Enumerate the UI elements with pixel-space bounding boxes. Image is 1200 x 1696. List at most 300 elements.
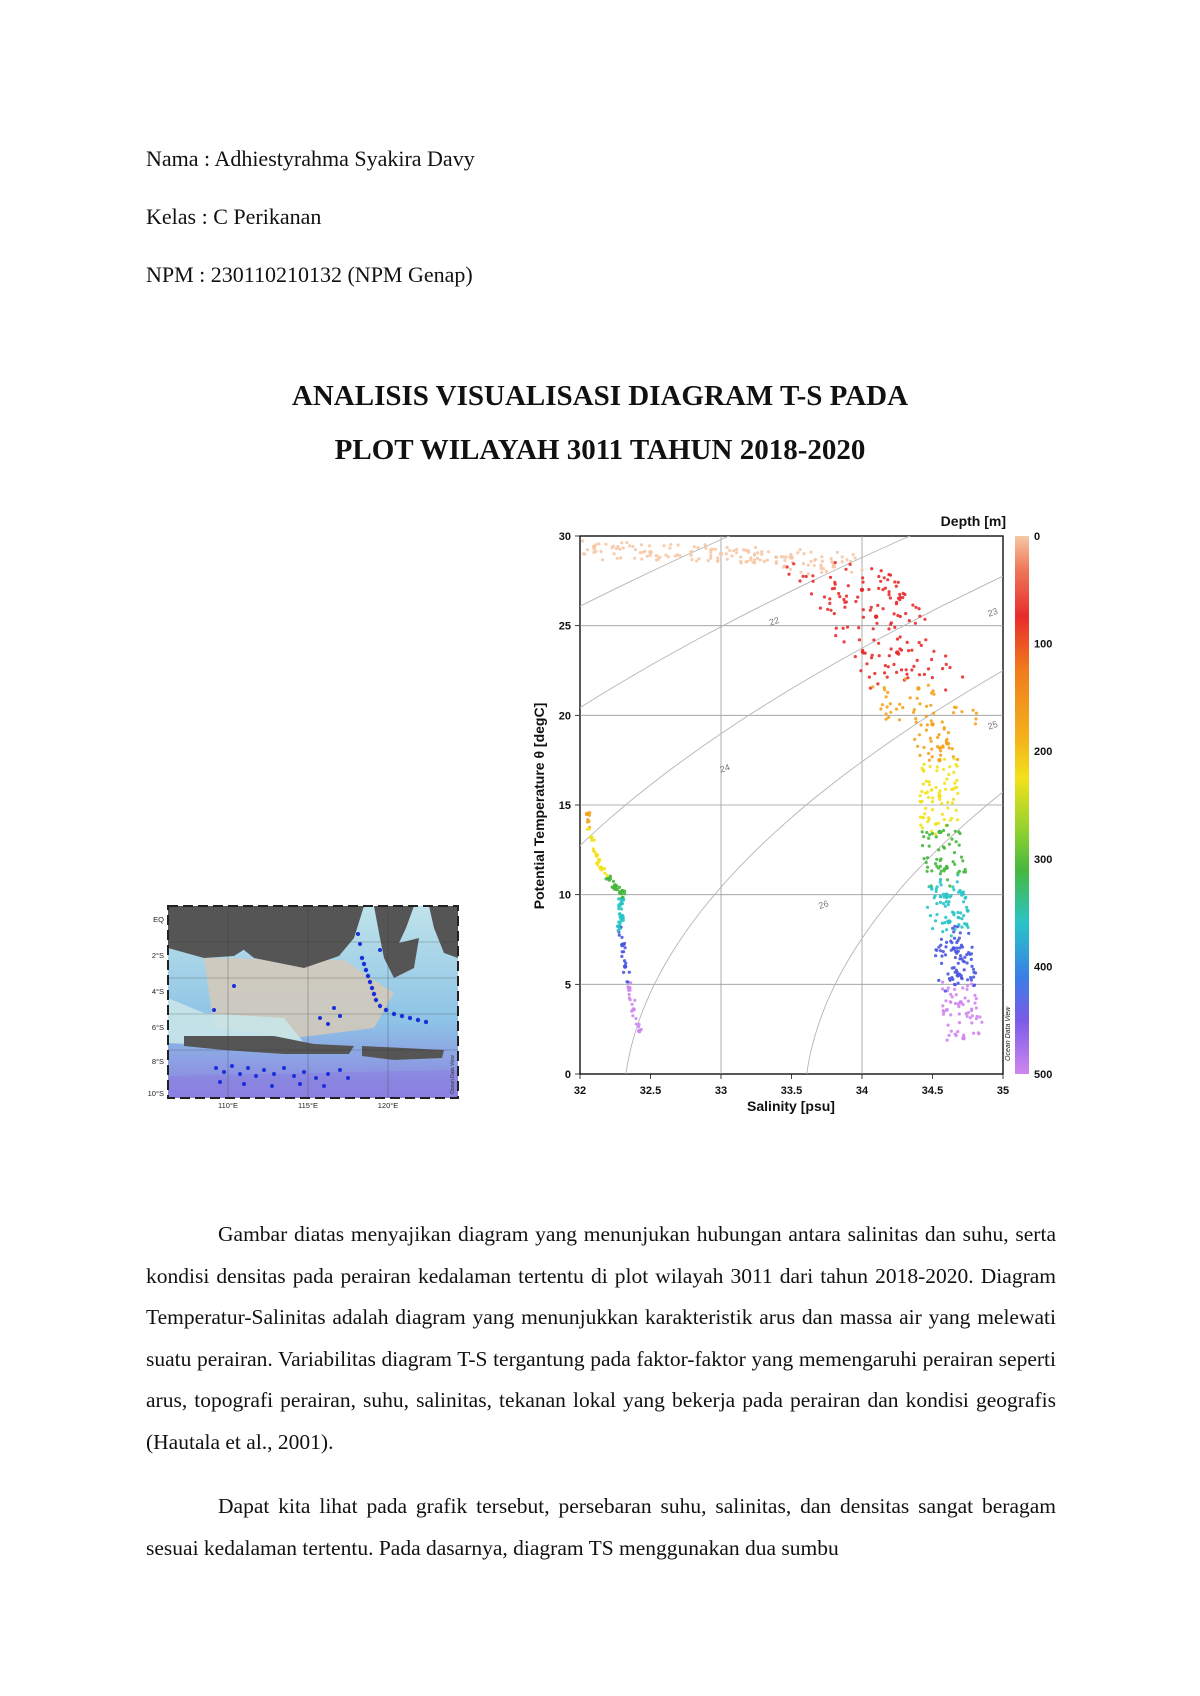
data-point — [656, 554, 659, 557]
data-point — [880, 569, 883, 572]
data-point — [922, 768, 925, 771]
data-point — [938, 798, 941, 801]
data-point — [861, 576, 864, 579]
data-point — [745, 549, 748, 552]
data-point — [944, 953, 947, 956]
data-point — [842, 598, 845, 601]
data-point — [877, 575, 880, 578]
data-point — [668, 547, 671, 550]
data-point — [728, 549, 731, 552]
data-point — [944, 999, 947, 1002]
data-point — [960, 710, 963, 713]
data-point — [809, 551, 812, 554]
data-point — [970, 982, 973, 985]
data-point — [964, 897, 967, 900]
data-point — [767, 550, 770, 553]
data-point — [633, 557, 636, 560]
data-point — [959, 931, 962, 934]
data-point — [923, 673, 926, 676]
data-point — [897, 653, 900, 656]
data-point — [739, 560, 742, 563]
data-point — [957, 916, 960, 919]
data-point — [942, 1009, 945, 1012]
student-npm: NPM : 230110210132 (NPM Genap) — [146, 262, 473, 287]
data-point — [918, 754, 921, 757]
data-point — [945, 663, 948, 666]
data-point — [941, 987, 944, 990]
data-point — [946, 824, 949, 827]
data-point — [930, 740, 933, 743]
data-point — [811, 574, 814, 577]
data-point — [909, 696, 912, 699]
x-tick-label: 35 — [996, 1085, 1010, 1097]
data-point — [906, 641, 909, 644]
data-point — [624, 946, 627, 949]
y-tick-label: 10 — [558, 889, 571, 902]
data-point — [826, 608, 829, 611]
data-point — [844, 568, 847, 571]
colorbar-tick-label: 400 — [1034, 961, 1053, 974]
data-point — [655, 558, 658, 561]
data-point — [873, 672, 876, 675]
data-point — [945, 941, 948, 944]
data-point — [631, 1014, 634, 1017]
data-point — [947, 903, 950, 906]
data-point — [937, 946, 940, 949]
data-point — [619, 556, 622, 559]
data-point — [895, 585, 898, 588]
y-tick-label: 15 — [558, 800, 571, 812]
map-lat-label: 8°S — [151, 1057, 164, 1066]
data-point — [846, 558, 849, 561]
data-point — [925, 705, 928, 708]
data-point — [872, 638, 875, 641]
data-point — [930, 691, 933, 694]
data-point — [810, 560, 813, 563]
data-point — [890, 647, 893, 650]
data-point — [622, 546, 625, 549]
data-point — [931, 927, 934, 930]
data-point — [696, 546, 699, 549]
data-point — [664, 554, 667, 557]
data-point — [941, 981, 944, 984]
data-point — [946, 1039, 949, 1042]
data-point — [928, 783, 931, 786]
colorbar-tick-label: 100 — [1034, 638, 1053, 651]
data-point — [971, 946, 974, 949]
data-point — [900, 668, 903, 671]
data-point — [622, 950, 625, 953]
data-point — [928, 845, 931, 848]
data-point — [913, 738, 916, 741]
x-tick-label: 33 — [714, 1085, 728, 1097]
data-point — [930, 722, 934, 726]
data-point — [960, 974, 963, 977]
data-point — [958, 946, 961, 949]
data-point — [926, 870, 929, 873]
data-point — [956, 911, 959, 914]
data-point — [943, 868, 946, 871]
data-point — [623, 892, 626, 895]
data-point — [950, 838, 953, 841]
map-lat-label: EQ — [153, 915, 164, 924]
data-point — [796, 551, 799, 554]
data-point — [879, 707, 882, 710]
data-point — [956, 880, 959, 883]
data-point — [893, 612, 896, 615]
data-point — [958, 844, 961, 847]
data-point — [951, 788, 954, 791]
data-point — [943, 921, 946, 924]
data-point — [911, 604, 914, 607]
data-point — [935, 835, 938, 838]
data-point — [876, 682, 879, 685]
data-point — [628, 544, 631, 547]
data-point — [951, 911, 954, 914]
data-point — [726, 558, 729, 561]
data-point — [756, 551, 759, 554]
data-point — [926, 723, 929, 726]
data-point — [962, 900, 965, 903]
data-point — [974, 717, 977, 720]
data-point — [967, 1000, 970, 1003]
data-point — [914, 606, 917, 609]
data-point — [845, 595, 848, 598]
data-point — [910, 668, 913, 671]
data-point — [630, 1010, 633, 1013]
data-point — [945, 1009, 948, 1012]
contour-label: 23 — [986, 605, 1000, 619]
data-point — [612, 880, 615, 883]
map-lon-label: 115°E — [298, 1101, 318, 1110]
data-point — [970, 1008, 973, 1011]
data-point — [627, 989, 630, 992]
data-point — [759, 558, 762, 561]
contour-label: 25 — [986, 718, 1000, 732]
data-point — [972, 968, 975, 971]
data-point — [931, 800, 934, 803]
data-point — [937, 867, 940, 870]
data-point — [582, 552, 585, 555]
station-location-map — [144, 898, 464, 1110]
data-point — [945, 865, 948, 868]
data-point — [726, 546, 729, 549]
data-point — [929, 704, 932, 707]
data-point — [941, 813, 944, 816]
data-point — [836, 551, 839, 554]
data-point — [867, 588, 870, 591]
data-point — [593, 839, 596, 842]
data-point — [859, 669, 862, 672]
data-point — [821, 560, 824, 563]
data-point — [961, 675, 964, 678]
y-tick-label: 30 — [558, 531, 571, 543]
data-point — [783, 559, 786, 562]
data-point — [930, 869, 933, 872]
data-point — [950, 949, 953, 952]
y-tick-label: 5 — [564, 979, 571, 992]
data-point — [966, 909, 969, 912]
data-point — [677, 543, 680, 546]
data-point — [628, 971, 631, 974]
data-point — [955, 1034, 958, 1037]
data-point — [879, 580, 882, 583]
data-point — [934, 862, 937, 865]
body-paragraph-1: Gambar diatas menyajikan diagram yang menunjukan hubungan antara salinitas dan suhu, serta kondisi densitas pada perairan kedalaman tertentu di plot wilayah 3011 dari tahun 2018-2020. Diagram Temperatur-Salinitas adalah diagram yang menunjukkan karakteristik arus dan massa air yang melewati suatu perairan. Variabilitas diagram T-S tergantung pada faktor-faktor yang memengaruhi perairan seperti arus, topografi perairan, suhu, salinitas, tekanan lokal yang bekerja pada perairan dan kondisi geografis (Hautala et al., 2001). — [146, 1222, 1056, 1454]
data-point — [956, 871, 959, 874]
data-point — [935, 902, 938, 905]
data-point — [828, 597, 831, 600]
data-point — [820, 571, 823, 574]
data-point — [617, 929, 620, 932]
data-point — [862, 616, 865, 619]
data-point — [972, 709, 975, 712]
data-point — [870, 606, 873, 609]
data-point — [923, 812, 926, 815]
data-point — [877, 587, 880, 590]
data-point — [887, 593, 890, 596]
data-point — [966, 978, 969, 981]
data-point — [922, 783, 925, 786]
data-point — [870, 567, 873, 570]
colorbar-tick-label: 200 — [1034, 746, 1053, 759]
data-point — [933, 896, 936, 899]
data-point — [954, 956, 957, 959]
data-point — [947, 731, 950, 734]
data-point — [918, 702, 921, 705]
data-point — [669, 543, 672, 546]
data-point — [914, 717, 917, 720]
data-point — [870, 656, 873, 659]
data-point — [877, 642, 880, 645]
data-point — [952, 860, 955, 863]
data-point — [616, 557, 619, 560]
data-point — [861, 650, 864, 653]
data-point — [899, 635, 902, 638]
data-point — [622, 971, 625, 974]
data-point — [626, 980, 629, 983]
data-point — [862, 608, 865, 611]
data-point — [915, 721, 918, 724]
data-point — [977, 1031, 980, 1034]
data-point — [966, 961, 969, 964]
data-point — [775, 562, 778, 565]
data-point — [947, 833, 950, 836]
data-point — [942, 768, 945, 771]
data-point — [949, 940, 952, 943]
data-point — [798, 579, 801, 582]
data-point — [792, 562, 795, 565]
data-point — [940, 870, 943, 873]
data-point — [587, 820, 590, 823]
data-point — [625, 541, 628, 544]
data-point — [955, 786, 958, 789]
contour-label: 22 — [767, 614, 781, 628]
data-point — [872, 627, 875, 630]
data-point — [889, 623, 892, 626]
data-point — [959, 954, 962, 957]
data-point — [955, 840, 958, 843]
data-point — [947, 1024, 950, 1027]
data-point — [958, 1021, 961, 1024]
data-point — [939, 878, 942, 881]
student-class: Kelas : C Perikanan — [146, 204, 322, 229]
data-point — [841, 560, 844, 563]
data-point — [802, 575, 805, 578]
data-point — [941, 667, 944, 670]
data-point — [786, 565, 789, 568]
data-point — [590, 835, 593, 838]
data-point — [980, 1021, 983, 1024]
data-point — [833, 612, 836, 615]
data-point — [936, 765, 939, 768]
data-point — [895, 708, 898, 711]
data-point — [620, 944, 623, 947]
data-point — [935, 858, 938, 861]
data-point — [838, 595, 841, 598]
data-point — [892, 663, 895, 666]
data-point — [927, 796, 930, 799]
data-point — [953, 988, 956, 991]
data-point — [850, 571, 853, 574]
data-point — [787, 573, 790, 576]
data-point — [907, 649, 910, 652]
data-point — [856, 596, 859, 599]
data-point — [884, 587, 887, 590]
data-point — [940, 802, 943, 805]
data-point — [927, 667, 930, 670]
data-point — [918, 673, 921, 676]
data-point — [883, 686, 886, 689]
data-point — [934, 919, 937, 922]
data-point — [955, 950, 958, 953]
data-point — [837, 592, 840, 595]
data-point — [957, 982, 960, 985]
data-point — [945, 896, 948, 899]
data-point — [957, 923, 960, 926]
data-point — [707, 559, 710, 562]
data-point — [949, 979, 952, 982]
data-point — [952, 798, 955, 801]
data-point — [834, 583, 837, 586]
data-point — [936, 736, 939, 739]
data-point — [932, 650, 935, 653]
data-point — [922, 816, 925, 819]
data-point — [629, 998, 632, 1001]
data-point — [842, 627, 845, 630]
data-point — [633, 999, 636, 1002]
data-point — [939, 901, 942, 904]
data-point — [949, 1013, 952, 1016]
data-point — [766, 559, 769, 562]
data-point — [962, 914, 965, 917]
data-point — [940, 883, 943, 886]
data-point — [898, 703, 901, 706]
data-point — [623, 966, 626, 969]
data-point — [929, 765, 932, 768]
data-point — [592, 551, 595, 554]
data-point — [970, 1021, 973, 1024]
data-point — [881, 703, 884, 706]
data-point — [825, 570, 828, 573]
data-point — [592, 847, 595, 850]
data-point — [927, 816, 930, 819]
data-point — [849, 560, 852, 563]
data-point — [960, 926, 963, 929]
data-point — [883, 576, 886, 579]
data-point — [752, 561, 755, 564]
data-point — [967, 951, 970, 954]
data-point — [950, 934, 953, 937]
map-lat-label: 6°S — [151, 1023, 164, 1032]
data-point — [973, 994, 976, 997]
data-point — [886, 578, 889, 581]
data-point — [575, 546, 578, 549]
data-point — [918, 615, 921, 618]
data-point — [930, 748, 933, 751]
data-point — [947, 986, 950, 989]
data-point — [886, 705, 889, 708]
data-point — [950, 1030, 953, 1033]
data-point — [949, 895, 952, 898]
data-point — [953, 983, 956, 986]
data-point — [775, 556, 778, 559]
data-point — [972, 976, 975, 979]
data-point — [695, 559, 698, 562]
data-point — [947, 921, 950, 924]
data-point — [975, 712, 978, 715]
data-point — [805, 575, 808, 578]
data-point — [948, 746, 951, 749]
data-point — [951, 995, 954, 998]
data-point — [944, 945, 947, 948]
data-point — [807, 564, 810, 567]
data-point — [617, 897, 620, 900]
colorbar-tick-label: 300 — [1034, 853, 1053, 866]
data-point — [960, 957, 963, 960]
data-point — [940, 962, 943, 965]
data-point — [963, 956, 966, 959]
data-point — [857, 626, 860, 629]
data-point — [938, 747, 941, 750]
data-point — [947, 900, 950, 903]
data-point — [643, 550, 646, 553]
map-lat-label: 2°S — [151, 951, 164, 960]
data-point — [901, 706, 904, 709]
data-point — [956, 765, 959, 768]
data-point — [919, 794, 922, 797]
data-point — [849, 563, 852, 566]
data-point — [931, 796, 934, 799]
data-point — [869, 609, 872, 612]
data-point — [887, 665, 890, 668]
data-point — [939, 857, 942, 860]
data-point — [586, 548, 589, 551]
data-point — [704, 543, 707, 546]
data-point — [828, 602, 831, 605]
data-point — [697, 557, 700, 560]
data-point — [948, 666, 951, 669]
data-point — [958, 1012, 961, 1015]
data-point — [952, 711, 955, 714]
data-point — [846, 625, 849, 628]
data-point — [760, 553, 763, 556]
map-credit: Ocean Data View — [450, 1055, 456, 1094]
data-point — [662, 544, 665, 547]
data-point — [926, 791, 929, 794]
map-lat-label: 10°S — [147, 1089, 164, 1098]
data-point — [934, 833, 937, 836]
